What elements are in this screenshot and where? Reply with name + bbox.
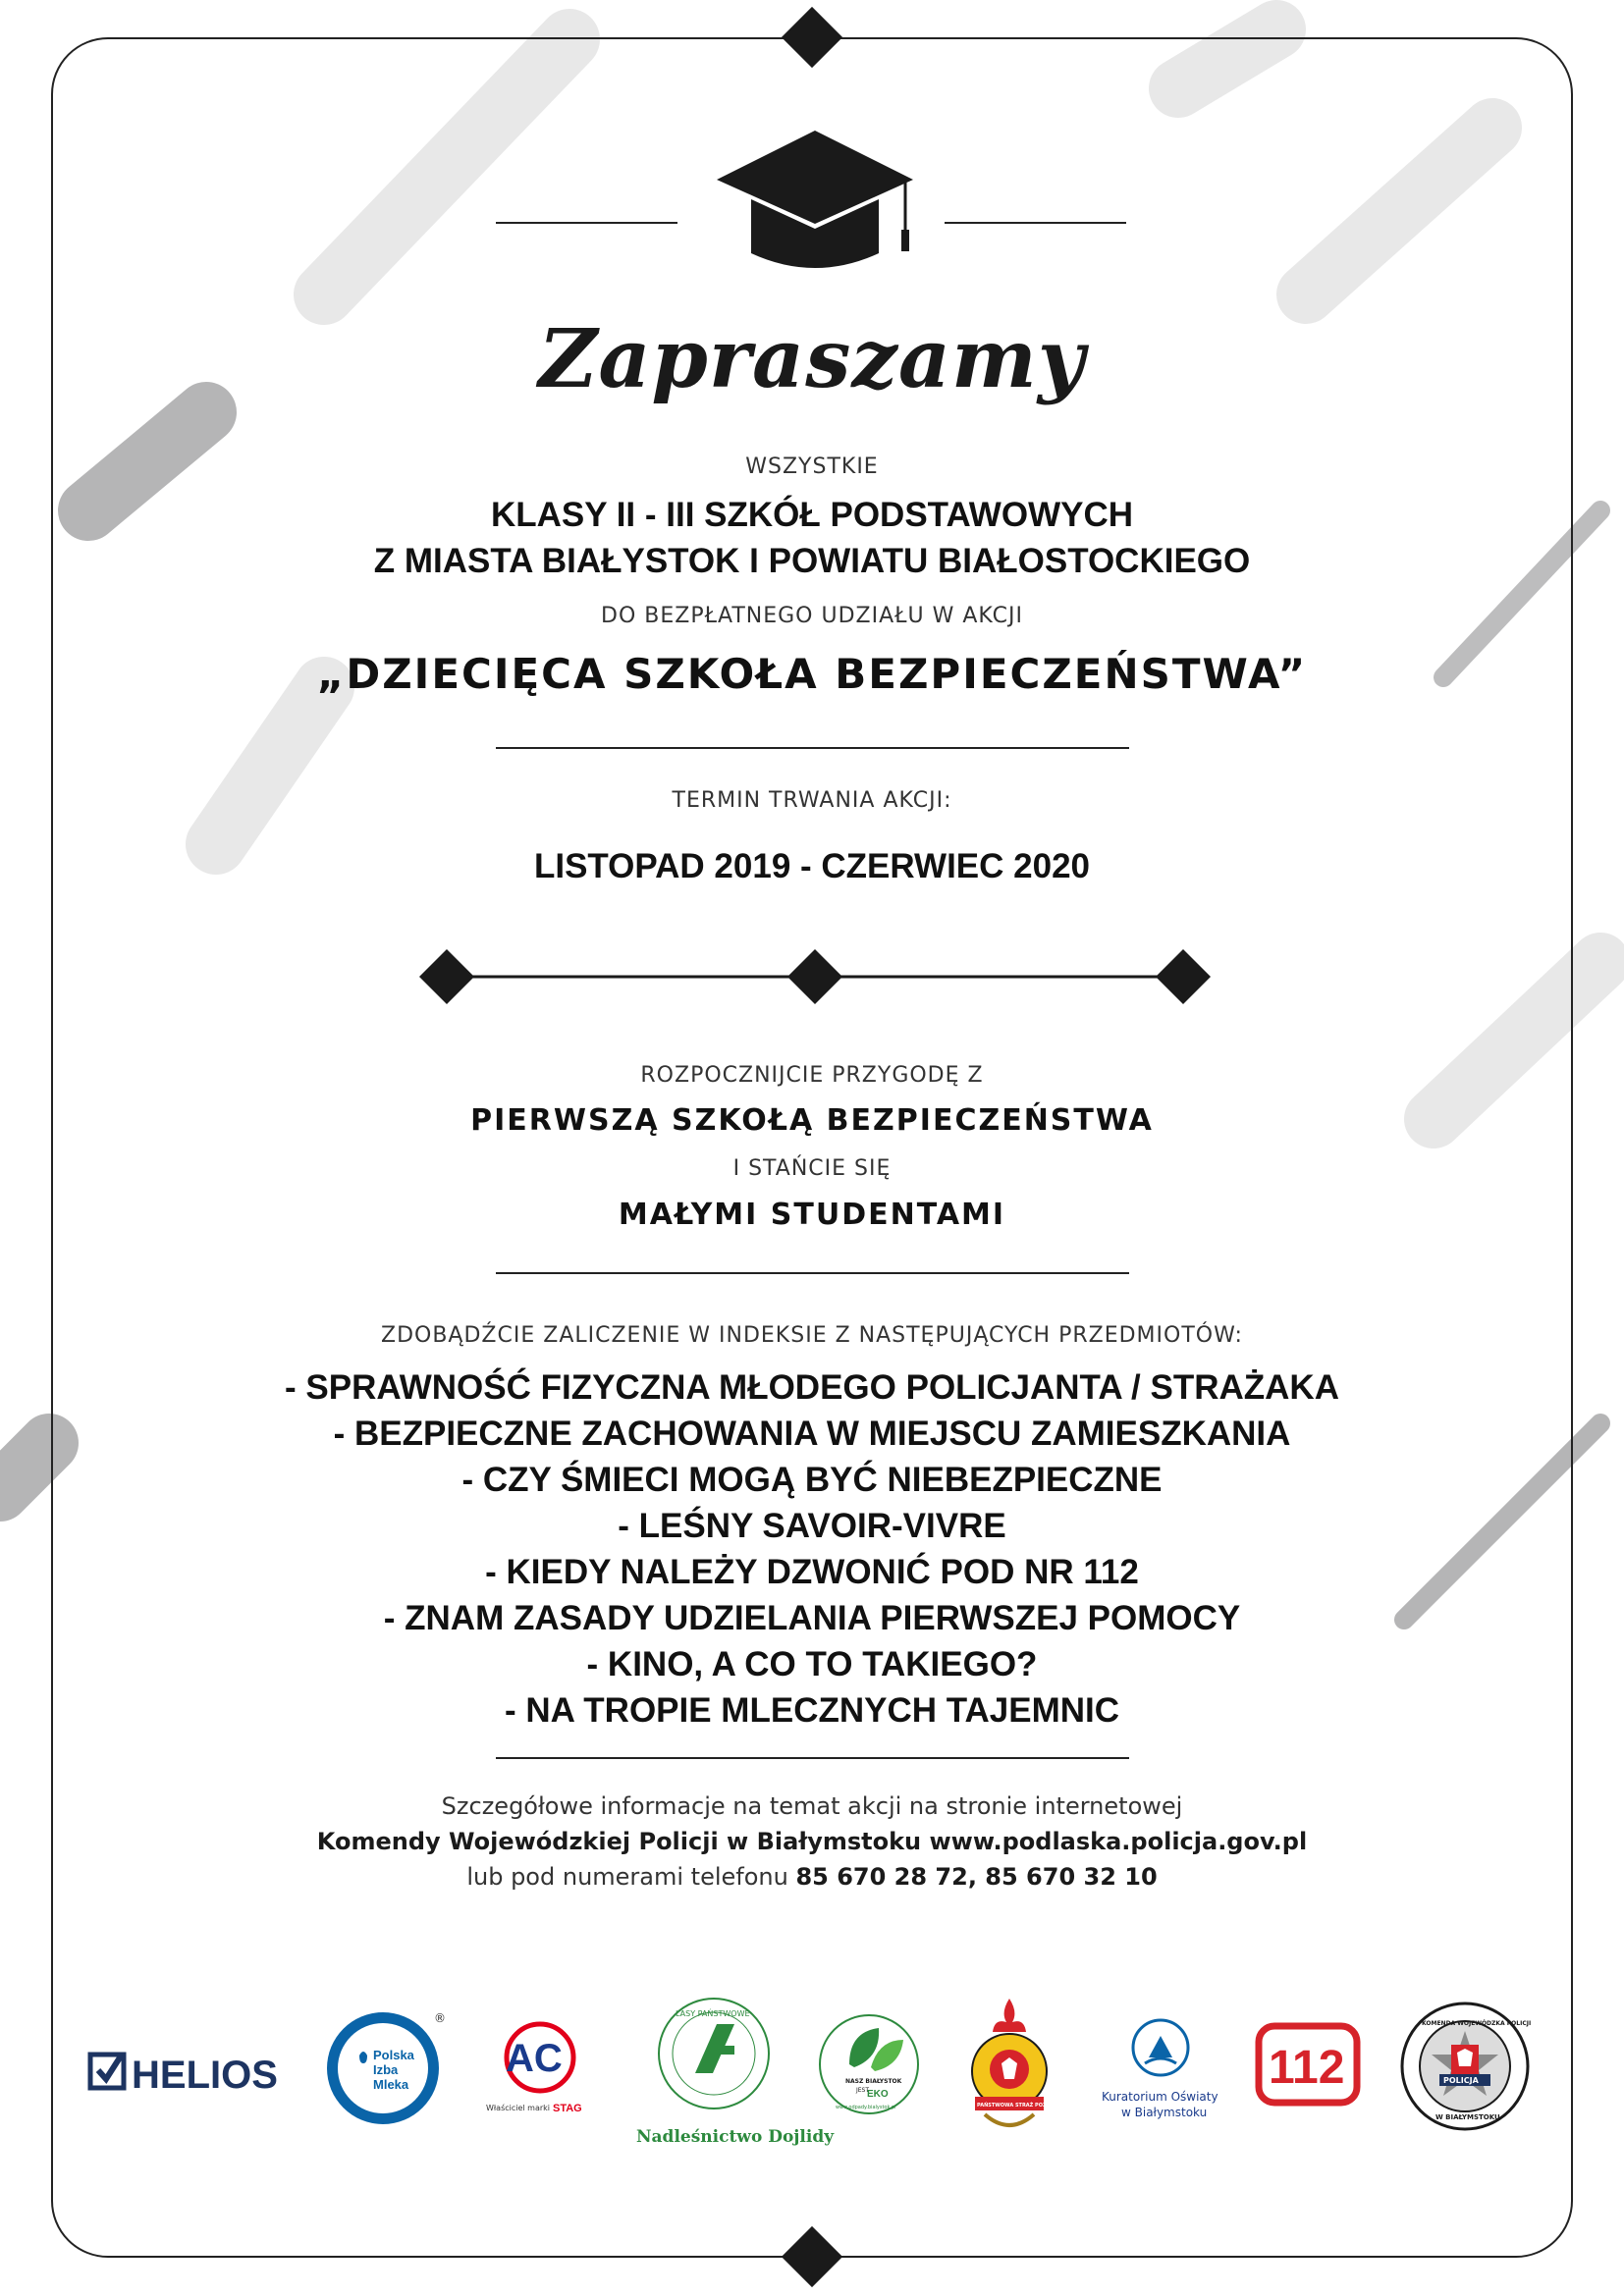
psp-text: PAŃSTWOWA STRAŻ POŻARNA: [977, 2103, 1062, 2109]
nadlesnictwo-text: Nadleśnictwo Dojlidy: [636, 2127, 835, 2147]
list-item: - ZNAM ZASADY UDZIELANIA PIERWSZEJ POMOCY: [383, 1599, 1241, 1637]
pim-registered-mark: ®: [434, 2011, 446, 2025]
info-line-3: [0, 1859, 1624, 1895]
lasy-text: LASY PAŃSTWOWE: [676, 2009, 750, 2018]
emergency-112-text: 112: [1269, 2042, 1345, 2094]
list-item: - CZY ŚMIECI MOGĄ BYĆ NIEBEZPIECZNE: [461, 1461, 1163, 1499]
ac-text: AC: [506, 2037, 563, 2080]
kwp-center-text: POLICJA: [1443, 2076, 1479, 2085]
kuratorium-line-2: w Białymstoku: [1121, 2106, 1208, 2119]
phone-numbers: 85 670 28 72, 85 670 32 10: [795, 1863, 1158, 1891]
eko-line-1: NASZ BIAŁYSTOK: [845, 2078, 902, 2085]
kwp-bottom-text: W BIAŁYMSTOKU: [1435, 2113, 1500, 2121]
pim-line-2: Izba: [373, 2062, 399, 2077]
info-line-3-prefix: lub pod numerami telefonu: [466, 1863, 796, 1891]
polska-izba-mleka-logo: [324, 2004, 452, 2132]
helios-text: HELIOS: [132, 2054, 278, 2097]
free-participation-label: DO BEZPŁATNEGO UDZIAŁU W AKCJI: [601, 604, 1023, 628]
divider-2: [496, 1272, 1129, 1274]
invite-heading: Zapraszamy: [538, 312, 1086, 406]
pim-line-3: Mleka: [373, 2077, 409, 2092]
kuratorium-line-1: Kuratorium Oświaty: [1102, 2090, 1218, 2104]
info-block: [0, 1789, 1624, 1895]
divider-3: [496, 1757, 1129, 1759]
action-name: „DZIECIĘCA SZKOŁA BEZPIECZEŃSTWA”: [316, 650, 1308, 698]
eko-line-2: JEST: [856, 2087, 870, 2094]
ac-stag-text: STAG: [553, 2103, 582, 2114]
divider-1: [496, 747, 1129, 749]
ac-sub-text: Właściciel marki: [486, 2104, 551, 2112]
become-label: I STAŃCIE SIĘ: [732, 1156, 892, 1181]
bialystok-eko-logo: [810, 2010, 928, 2123]
all-label: WSZYSTKIE: [745, 454, 879, 479]
graduation-cap-icon: [712, 126, 918, 278]
lasy-panstwowe-logo: [628, 1995, 835, 2150]
list-item: - BEZPIECZNE ZACHOWANIA W MIEJSCU ZAMIESZKANIA: [333, 1415, 1291, 1453]
subjects-list: [0, 1364, 1624, 1734]
kwp-top-text: KOMENDA WOJEWÓDZKA POLICJI: [1422, 2020, 1532, 2027]
list-item: - NA TROPIE MLECZNYCH TAJEMNIC: [504, 1691, 1120, 1730]
adventure-start: ROZPOCZNIJCIE PRZYGODĘ Z: [640, 1063, 984, 1088]
students-title: MAŁYMI STUDENTAMI: [618, 1198, 1006, 1232]
first-school-title: PIERWSZĄ SZKOŁĄ BEZPIECZEŃSTWA: [470, 1103, 1154, 1138]
psp-logo: [955, 1993, 1063, 2140]
diamond-divider: [417, 947, 1222, 1006]
classes-line-1: KLASY II - III SZKÓŁ PODSTAWOWYCH: [491, 496, 1133, 534]
list-item: - LEŚNY SAVOIR-VIVRE: [618, 1507, 1006, 1545]
term-dates: LISTOPAD 2019 - CZERWIEC 2020: [533, 847, 1090, 885]
info-line-2: Komendy Wojewódzkiej Policji w Białymstoku www.podlaska.policja.gov.pl: [316, 1828, 1308, 1855]
list-item: - KINO, A CO TO TAKIEGO?: [586, 1645, 1038, 1683]
cap-right-line: [945, 222, 1126, 224]
list-item: - KIEDY NALEŻY DZWONIĆ POD NR 112: [485, 1553, 1139, 1591]
subjects-intro: ZDOBĄDŹCIE ZALICZENIE W INDEKSIE Z NASTĘPUJĄCYCH PRZEDMIOTÓW:: [381, 1323, 1243, 1348]
helios-logo: [88, 2047, 309, 2096]
list-item: - SPRAWNOŚĆ FIZYCZNA MŁODEGO POLICJANTA / STRAŻAKA: [285, 1368, 1339, 1407]
kwp-bialystok-badge: [1396, 1998, 1534, 2135]
cap-left-line: [496, 222, 677, 224]
info-line-1: Szczegółowe informacje na temat akcji na stronie internetowej: [441, 1792, 1183, 1820]
eko-line-3: EKO: [867, 2089, 889, 2100]
eko-site: www.odpady.bialystok.pl: [836, 2105, 896, 2110]
kuratorium-logo: [1100, 2014, 1222, 2127]
ac-stag-logo: [486, 2020, 599, 2118]
sponsor-logos: [79, 1993, 1551, 2150]
classes-line-2: Z MIASTA BIAŁYSTOK I POWIATU BIAŁOSTOCKIEGO: [373, 542, 1251, 580]
pim-line-1: Polska: [373, 2048, 414, 2062]
term-label: TERMIN TRWANIA AKCJI:: [672, 788, 952, 813]
emergency-112-logo: [1255, 2022, 1373, 2110]
